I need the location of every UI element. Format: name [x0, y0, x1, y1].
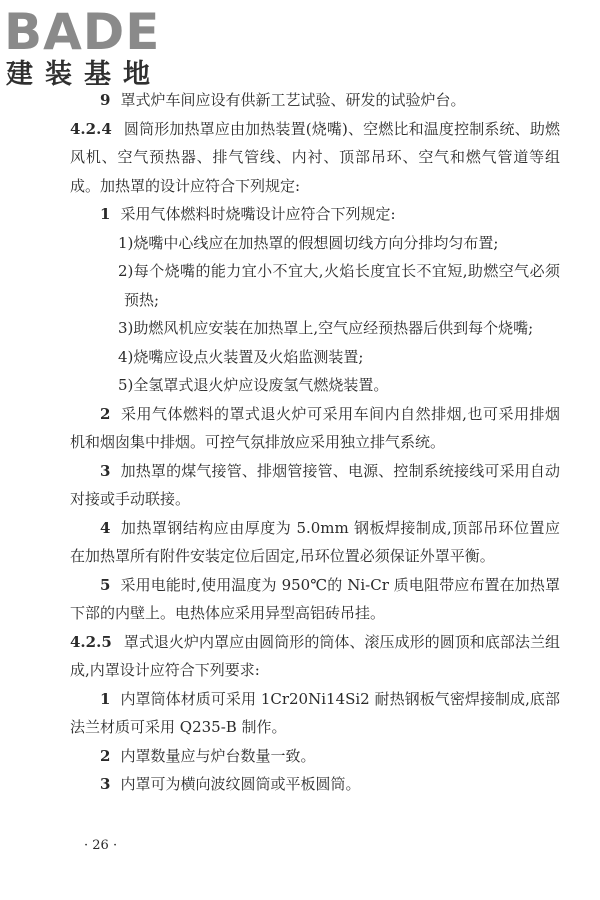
item-text: 采用电能时,使用温度为 950℃的 Ni-Cr 质电阻带应布置在加热罩下部的内壁上。电热体应采用异型高铝砖吊挂。 — [70, 575, 560, 622]
page-number: · 26 · — [84, 838, 118, 853]
subitem-3: 3)助燃风机应安装在加热罩上,空气应经预热器后供到每个烧嘴; — [118, 319, 534, 337]
item-text: 内罩可为横向波纹圆筒或平板圆筒。 — [120, 775, 361, 793]
item-4 — [70, 514, 560, 571]
item-text: 内罩数量应与炉台数量一致。 — [120, 746, 316, 765]
clause-text: 圆筒形加热罩应由加热装置(烧嘴)、空燃比和温度控制系统、助燃风机、空气预热器、排气管线、内衬、顶部吊环、空气和燃气管道等组成。加热罩的设计应符合下列规定: — [70, 119, 560, 195]
item-text: 加热罩的煤气接管、排烟管接管、电源、控制系统接线可采用自动对接或手动联接。 — [70, 461, 560, 508]
item-text: 采用气体燃料时烧嘴设计应符合下列规定: — [120, 205, 396, 223]
clause-4-2-4 — [70, 115, 560, 201]
item-text: 采用气体燃料的罩式退火炉可采用车间内自然排烟,也可采用排烟机和烟囱集中排烟。可控气氛排放应采用独立排气系统。 — [70, 404, 560, 451]
item-number: 3 — [100, 461, 111, 480]
subitem-4: 4)烧嘴应设点火装置及火焰监测装置; — [118, 347, 364, 366]
item-number: 5 — [100, 575, 111, 594]
clause-text: 罩式退火炉内罩应由圆筒形的筒体、滚压成形的圆顶和底部法兰组成,内罩设计应符合下列要求: — [70, 632, 560, 679]
item-3b — [70, 770, 560, 799]
item-text: 罩式炉车间应设有供新工艺试验、研发的试验炉台。 — [120, 91, 466, 109]
clause-4-2-5 — [70, 628, 560, 685]
item-number: 3 — [100, 775, 111, 793]
subitem-1: 1)烧嘴中心线应在加热罩的假想圆切线方向分排均匀布置; — [118, 233, 499, 252]
logo-wordmark: BADE — [4, 3, 161, 61]
item-number: 2 — [100, 746, 111, 765]
item-5 — [70, 571, 560, 628]
bade-logo — [4, 3, 180, 96]
item-text: 内罩筒体材质可采用 1Cr20Ni14Si2 耐热钢板气密焊接制成,底部法兰材质可采用 Q235-B 制作。 — [70, 689, 560, 736]
item-number: 1 — [100, 205, 111, 223]
item-number: 1 — [100, 689, 111, 708]
item-number: 9 — [100, 91, 111, 109]
subitem-5: 5)全氢罩式退火炉应设废氢气燃烧装置。 — [118, 376, 389, 394]
item-text: 加热罩钢结构应由厚度为 5.0mm 钢板焊接制成,顶部吊环位置应在加热罩所有附件安装定位后固定,吊环位置必须保证外罩平衡。 — [70, 518, 560, 565]
item-1b — [70, 685, 560, 742]
item-2b — [70, 742, 560, 771]
item-3 — [70, 457, 560, 514]
item-2 — [70, 400, 560, 457]
item-1 — [70, 200, 560, 229]
item-9 — [70, 86, 560, 115]
clause-number: 4.2.5 — [70, 632, 112, 651]
logo-subtitle: 建装基地 — [6, 59, 162, 90]
item-number: 4 — [100, 518, 111, 537]
subitem-2: 2)每个烧嘴的能力宜小不宜大,火焰长度宜长不宜短,助燃空气必须预热; — [118, 262, 560, 309]
item-number: 2 — [100, 404, 111, 423]
document-body — [70, 86, 560, 799]
clause-number: 4.2.4 — [70, 119, 112, 138]
